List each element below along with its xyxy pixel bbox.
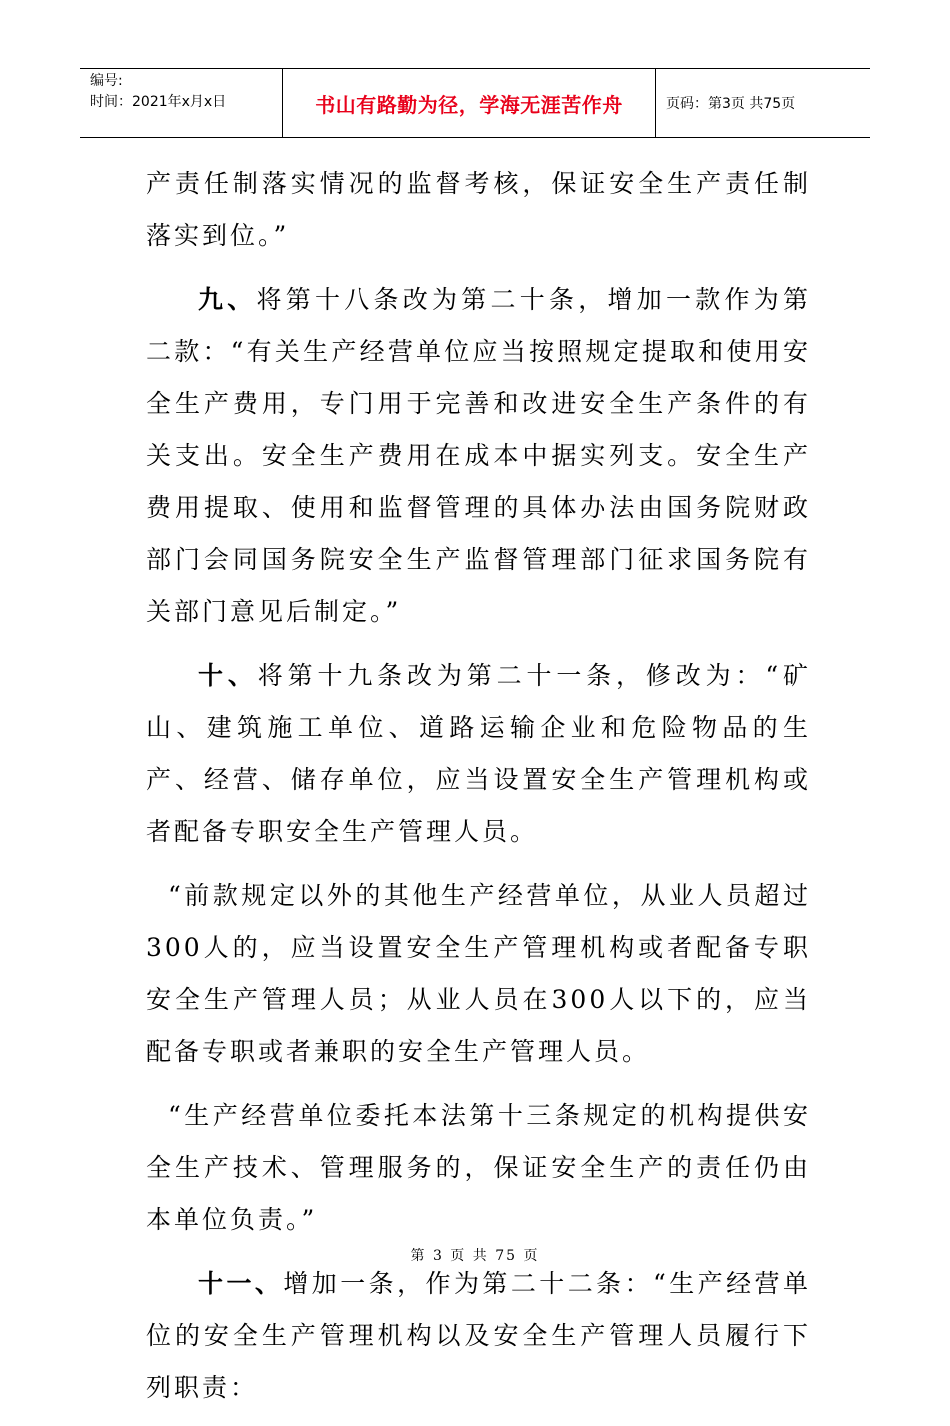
footer-page-number: 第 3 页 共 75 页 — [410, 1248, 540, 1264]
document-date: 时间：2021年x月x日 — [90, 94, 227, 110]
document-number-label: 编号: — [90, 73, 123, 89]
paragraph — [146, 870, 811, 1078]
paragraph-lead: 十、 — [198, 661, 258, 690]
paragraph — [146, 1090, 811, 1246]
paragraph — [146, 274, 811, 638]
paragraph — [146, 158, 811, 262]
paragraph-text: “前款规定以外的其他生产经营单位，从业人员超过300人的，应当设置安全生产管理机构或者配备专职安全生产管理人员；从业人员在300人以下的，应当配备专职或者兼职的安全生产管理人员。 — [146, 881, 811, 1066]
page-footer — [0, 1245, 950, 1265]
paragraph-text: 产责任制落实情况的监督考核，保证安全生产责任制落实到位。” — [146, 169, 811, 250]
paragraph-text: “生产经营单位委托本法第十三条规定的机构提供安全生产技术、管理服务的，保证安全生产的责任仍由本单位负责。” — [146, 1101, 811, 1234]
header-meta — [80, 69, 283, 137]
paragraph-text: 将第十八条改为第二十条，增加一款作为第二款：“有关生产经营单位应当按照规定提取和使用安全生产费用，专门用于完善和改进安全生产条件的有关支出。安全生产费用在成本中据实列支。安全生产费用提取、使用和监督管理的具体办法由国务院财政部门会同国务院安全生产监督管理部门征求国务院有关部门意见后制定。” — [146, 285, 811, 626]
paragraph-text: 将第十九条改为第二十一条，修改为：“矿山、建筑施工单位、道路运输企业和危险物品的生产、经营、储存单位，应当设置安全生产管理机构或者配备专职安全生产管理人员。 — [146, 661, 811, 846]
header-page-info-cell — [656, 69, 870, 137]
paragraph-lead: 十一、 — [198, 1269, 284, 1298]
page-header — [80, 68, 870, 138]
paragraph-lead: 九、 — [198, 285, 257, 314]
header-motto: 书山有路勤为径，学海无涯苦作舟 — [315, 92, 623, 117]
paragraph — [146, 650, 811, 858]
paragraph — [146, 1258, 811, 1414]
header-page-info: 页码：第3页 共75页 — [666, 96, 796, 112]
document-body — [146, 158, 811, 1426]
paragraph-text: 增加一条，作为第二十二条：“生产经营单位的安全生产管理机构以及安全生产管理人员履行下列职责： — [146, 1269, 811, 1402]
header-motto-cell — [283, 69, 656, 137]
